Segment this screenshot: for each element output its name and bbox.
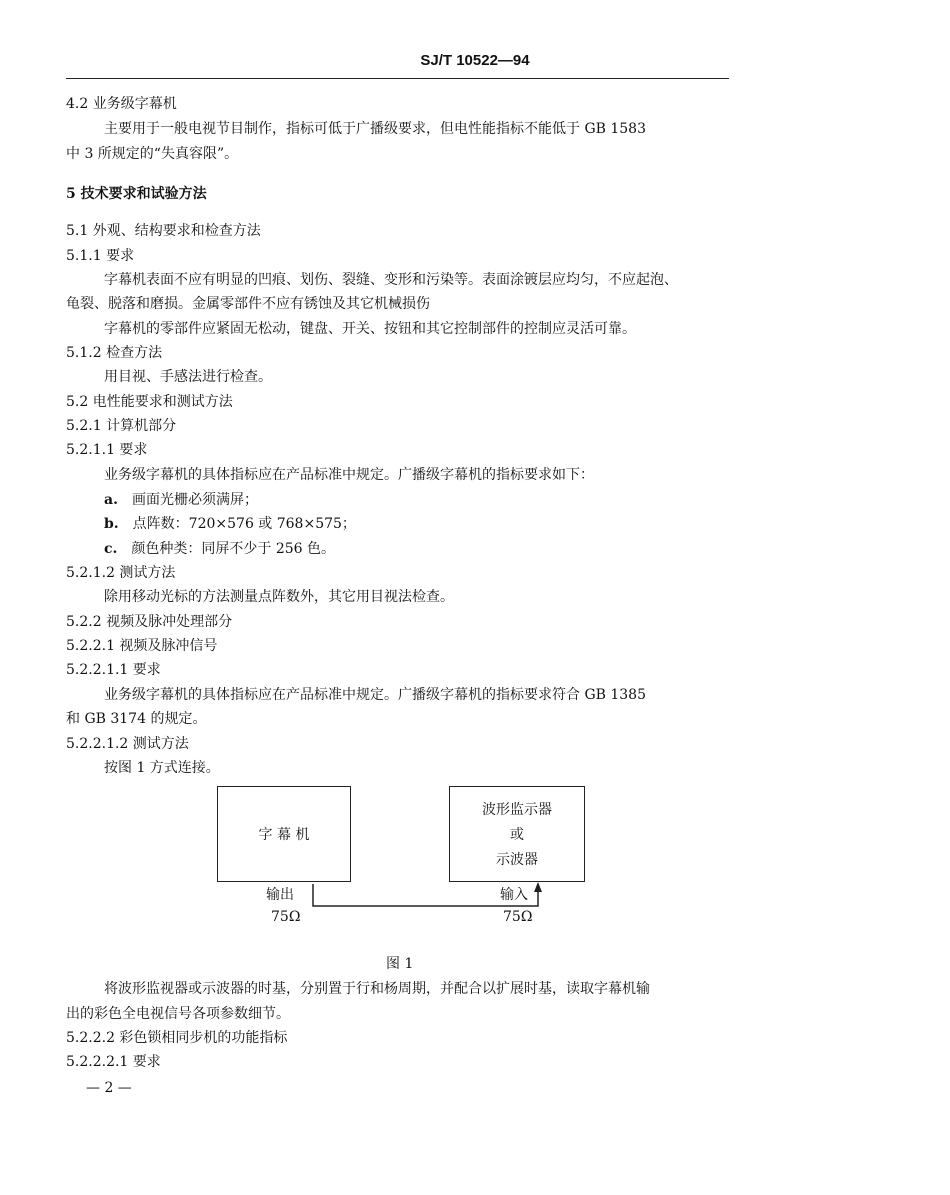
section-5-2-heading: 5.2 电性能要求和测试方法 [66,394,233,410]
page-number: — 2 — [86,1080,132,1096]
section-5-2-2-heading: 5.2.2 视频及脉冲处理部分 [66,614,233,630]
output-label: 输出 [266,887,294,903]
list-item-letter: a. [104,492,118,508]
section-5-1-1-paragraph-1: 字幕机表面不应有明显的凹痕、划伤、裂缝、变形和污染等。表面涂镀层应均匀，不应起泡、 [104,272,678,288]
list-item-letter: c. [104,541,118,557]
section-5-2-2-1-1-paragraph-2: 和 GB 3174 的规定。 [66,711,207,727]
standard-code: SJ/T 10522—94 [420,52,530,69]
input-label: 输入 [500,887,528,903]
list-item-letter: b. [104,516,119,532]
section-5-1-1-paragraph-2: 龟裂、脱落和磨损。金属零部件不应有锈蚀及其它机械损伤 [66,296,430,312]
section-5-2-2-1-2-heading: 5.2.2.1.2 测试方法 [66,736,189,752]
waveform-monitor-label-line-2: 或 [510,827,524,843]
section-4-2-text-2: 中 3 所规定的“失真容限”。 [66,146,239,162]
section-5-2-1-2-heading: 5.2.1.2 测试方法 [66,565,176,581]
list-item-text: 点阵数：720×576 或 768×575； [132,516,356,532]
list-item-text: 颜色种类：同屏不少于 256 色。 [131,541,336,557]
section-5-1-heading: 5.1 外观、结构要求和检查方法 [66,223,261,239]
section-5-heading: 5 技术要求和试验方法 [66,186,207,202]
section-5-2-1-1-paragraph: 业务级字幕机的具体指标应在产品标准中规定。广播级字幕机的指标要求如下： [104,467,594,483]
section-5-2-2-2-heading: 5.2.2.2 彩色锁相同步机的功能指标 [66,1030,288,1046]
figure-caption: 图 1 [386,956,414,972]
waveform-monitor-label-line-3: 示波器 [496,852,538,868]
section-4-2-text-1: 主要用于一般电视节目制作，指标可低于广播级要求，但电性能指标不能低于 GB 1583 [104,121,646,137]
section-5-2-1-1-heading: 5.2.1.1 要求 [66,442,148,458]
section-5-2-2-2-1-heading: 5.2.2.2.1 要求 [66,1054,161,1070]
section-5-1-2-heading: 5.1.2 检查方法 [66,345,163,361]
caption-generator-label: 字 幕 机 [258,827,310,843]
after-figure-paragraph-1: 将波形监视器或示波器的时基，分别置于行和杨周期，并配合以扩展时基，读取字幕机输 [104,981,650,997]
section-5-2-1-heading: 5.2.1 计算机部分 [66,418,177,434]
section-5-1-2-paragraph: 用目视、手感法进行检查。 [104,369,272,385]
section-5-1-1-paragraph-3: 字幕机的零部件应紧固无松动，键盘、开关、按钮和其它控制部件的控制应灵活可靠。 [104,321,636,337]
output-impedance: 75Ω [271,909,301,925]
section-5-2-2-1-1-heading: 5.2.2.1.1 要求 [66,662,161,678]
input-impedance: 75Ω [503,909,533,925]
section-4-2-heading: 4.2 业务级字幕机 [66,96,177,112]
section-5-2-1-2-paragraph: 除用移动光标的方法测量点阵数外，其它用目视法检查。 [104,589,454,605]
section-5-2-2-1-2-paragraph: 按图 1 方式连接。 [104,760,220,776]
after-figure-paragraph-2: 出的彩色全电视信号各项参数细节。 [66,1006,290,1022]
section-5-1-1-heading: 5.1.1 要求 [66,248,135,264]
section-5-2-2-1-1-paragraph-1: 业务级字幕机的具体指标应在产品标准中规定。广播级字幕机的指标要求符合 GB 1385 [104,687,646,703]
waveform-monitor-label-line-1: 波形监示器 [482,802,552,818]
list-item-text: 画面光栅必须满屏； [131,492,258,508]
section-5-2-2-1-heading: 5.2.2.1 视频及脉冲信号 [66,638,218,654]
